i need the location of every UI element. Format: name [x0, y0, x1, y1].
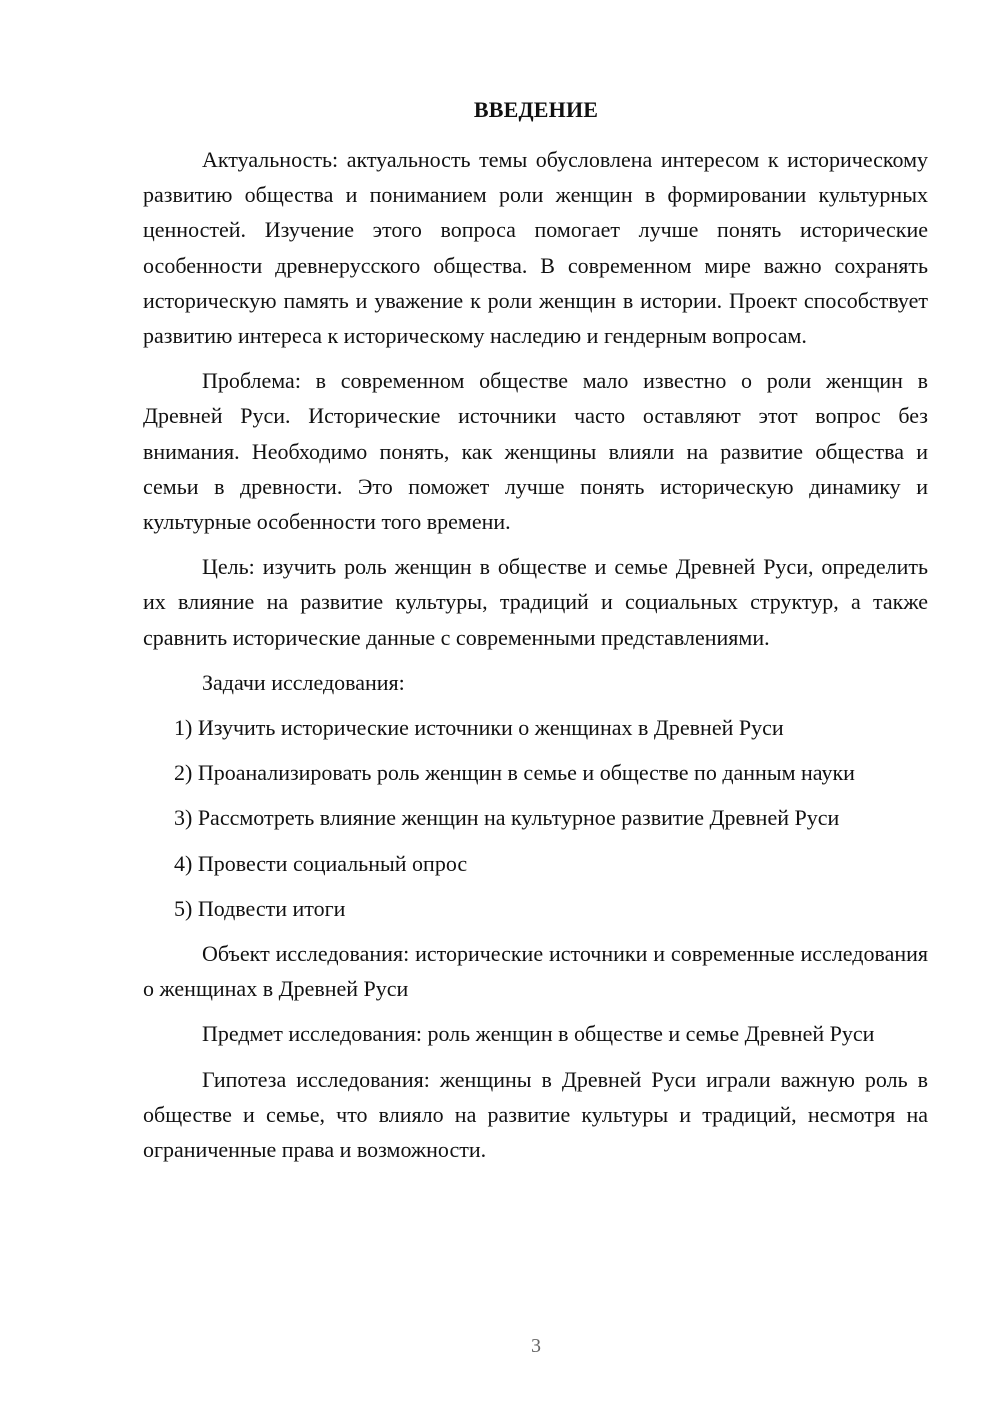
object-paragraph: Объект исследования: исторические источники и современные исследования о женщинах в Древней Руси	[143, 941, 928, 1002]
tasks-heading: Задачи исследования:	[202, 669, 405, 695]
subject-paragraph: Предмет исследования: роль женщин в обществе и семье Древней Руси	[202, 1021, 875, 1047]
page-heading: ВВЕДЕНИЕ	[473, 97, 599, 122]
hypothesis-paragraph: Гипотеза исследования: женщины в Древней Руси играли важную роль в обществе и семье, что влияло на развитие культуры и традиций, несмотря на ограниченные права и возможности.	[143, 1066, 928, 1163]
goal-paragraph: Цель: изучить роль женщин в обществе и семье Древней Руси, определить их влияние на развитие культуры, традиций и социальных структур, а также сравнить исторические данные с современными представлениями.	[143, 554, 928, 650]
relevance-paragraph: Актуальность: актуальность темы обусловлена интересом к историческому развитию общества и пониманием роли женщин в формировании культурных ценностей. Изучение этого вопроса помогает лучше понять исторические особенности древнерусского общества. В современном мире важно сохранять историческую память и уважение к роли женщин в истории. Проект способствует развитию интереса к историческому наследию и гендерным вопросам.	[143, 147, 928, 349]
task-item: 2) Проанализировать роль женщин в семье и обществе по данным науки	[174, 760, 855, 786]
document-body	[143, 142, 928, 1177]
task-item: 3) Рассмотреть влияние женщин на культурное развитие Древней Руси	[174, 805, 840, 831]
page-number: 3	[531, 1335, 541, 1357]
task-item: 5) Подвести итоги	[174, 895, 346, 921]
task-item: 4) Провести социальный опрос	[174, 850, 468, 876]
task-item: 1) Изучить исторические источники о женщинах в Древней Руси	[174, 715, 784, 741]
problem-paragraph: Проблема: в современном обществе мало известно о роли женщин в Древней Руси. Исторические источники часто оставляют этот вопрос без внимания. Необходимо понять, как женщины влияли на развитие общества и семьи в древности. Это поможет лучше понять историческую динамику и культурные особенности того времени.	[143, 368, 928, 535]
